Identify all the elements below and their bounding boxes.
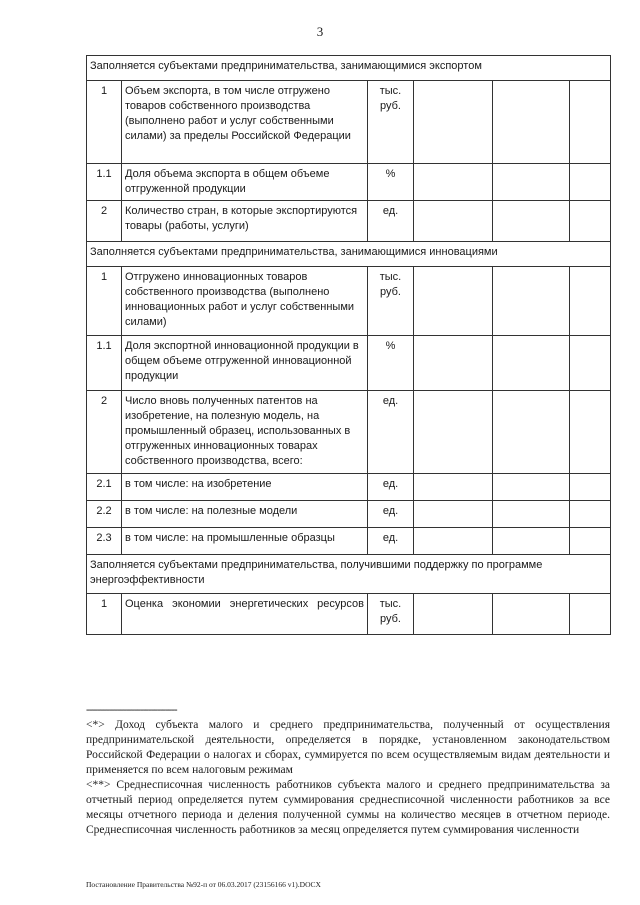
table-row	[87, 501, 611, 528]
row-unit: %	[368, 336, 414, 391]
row-number: 1	[87, 267, 122, 336]
footnote-income: <*> Доход субъекта малого и среднего предпринимательства, полученный от осуществления предпринимательской деятельности, определяется в порядке, установленном законодательством Российской Федерации о налогах и сборах, суммируется по всем осуществляемым видам деятельности и применяется по всем налоговым режимам	[86, 719, 610, 776]
value-cell[interactable]	[570, 391, 611, 474]
value-cell[interactable]	[570, 81, 611, 164]
row-unit: тыс. руб.	[368, 594, 414, 635]
row-unit: ед.	[368, 201, 414, 242]
value-cell[interactable]	[570, 501, 611, 528]
row-description: Отгружено инновационных товаров собственного производства (выполнено инновационных работ и услуг собственными силами)	[122, 267, 368, 336]
value-cell[interactable]	[493, 164, 570, 201]
table-row	[87, 81, 611, 164]
row-number: 2	[87, 201, 122, 242]
document-footer: Постановление Правительства №92-п от 06.03.2017 (23156166 v1).DOCX	[86, 880, 321, 889]
row-description: в том числе: на промышленные образцы	[122, 528, 368, 555]
value-cell[interactable]	[570, 267, 611, 336]
value-cell[interactable]	[570, 528, 611, 555]
section-header-energy	[87, 555, 611, 594]
value-cell[interactable]	[414, 594, 493, 635]
row-description: Объем экспорта, в том числе отгружено товаров собственного производства (выполнено работ и услуг собственными силами) за пределы Российской Федерации	[122, 81, 368, 164]
row-unit: ед.	[368, 474, 414, 501]
footnotes	[86, 703, 610, 838]
page-number: 3	[316, 24, 324, 39]
section-header-innovation	[87, 242, 611, 267]
value-cell[interactable]	[414, 336, 493, 391]
row-unit: ед.	[368, 528, 414, 555]
row-unit: %	[368, 164, 414, 201]
value-cell[interactable]	[414, 391, 493, 474]
row-number: 2.1	[87, 474, 122, 501]
row-number: 2.3	[87, 528, 122, 555]
value-cell[interactable]	[493, 474, 570, 501]
value-cell[interactable]	[414, 501, 493, 528]
table-row	[87, 391, 611, 474]
value-cell[interactable]	[570, 164, 611, 201]
table-row	[87, 528, 611, 555]
footnote-separator: --------------------------------	[86, 704, 177, 716]
value-cell[interactable]	[493, 336, 570, 391]
row-number: 1.1	[87, 336, 122, 391]
section-title: Заполняется субъектами предпринимательства, занимающимися инновациями	[87, 242, 611, 267]
table-row	[87, 267, 611, 336]
section-title: Заполняется субъектами предпринимательства, получившими поддержку по программе энергоэффективности	[87, 555, 611, 594]
row-number: 1	[87, 81, 122, 164]
table-row	[87, 164, 611, 201]
table-row	[87, 336, 611, 391]
value-cell[interactable]	[493, 267, 570, 336]
row-unit: ед.	[368, 501, 414, 528]
row-number: 1	[87, 594, 122, 635]
value-cell[interactable]	[493, 81, 570, 164]
value-cell[interactable]	[493, 201, 570, 242]
value-cell[interactable]	[414, 81, 493, 164]
row-unit: ед.	[368, 391, 414, 474]
value-cell[interactable]	[570, 336, 611, 391]
row-description: в том числе: на полезные модели	[122, 501, 368, 528]
row-description: Доля экспортной инновационной продукции в общем объеме отгруженной инновационной продукции	[122, 336, 368, 391]
value-cell[interactable]	[570, 474, 611, 501]
value-cell[interactable]	[414, 164, 493, 201]
section-header-export	[87, 56, 611, 81]
value-cell[interactable]	[414, 201, 493, 242]
value-cell[interactable]	[414, 474, 493, 501]
row-number: 1.1	[87, 164, 122, 201]
value-cell[interactable]	[493, 594, 570, 635]
table-row	[87, 594, 611, 635]
table-row	[87, 474, 611, 501]
row-description: Число вновь полученных патентов на изобретение, на полезную модель, на промышленный образец, использованных в отгруженных инновационных товарах собственного производства, всего:	[122, 391, 368, 474]
row-unit: тыс. руб.	[368, 267, 414, 336]
row-description: Оценка экономии энергетических ресурсов	[122, 594, 368, 635]
value-cell[interactable]	[570, 201, 611, 242]
value-cell[interactable]	[493, 528, 570, 555]
row-number: 2	[87, 391, 122, 474]
row-unit: тыс. руб.	[368, 81, 414, 164]
row-number: 2.2	[87, 501, 122, 528]
value-cell[interactable]	[493, 501, 570, 528]
row-description: Доля объема экспорта в общем объеме отгруженной продукции	[122, 164, 368, 201]
row-description: Количество стран, в которые экспортируются товары (работы, услуги)	[122, 201, 368, 242]
value-cell[interactable]	[414, 267, 493, 336]
footnote-headcount: <**> Среднесписочная численность работников субъекта малого и среднего предпринимательства за отчетный период определяется путем суммирования среднесписочной численности работников за все месяцы отчетного периода и деления полученной суммы на количество месяцев в отчетном периоде. Среднесписочная численность работников за месяц определяется путем суммирования численности	[86, 779, 610, 836]
table-row	[87, 201, 611, 242]
section-title: Заполняется субъектами предпринимательства, занимающимися экспортом	[87, 56, 611, 81]
value-cell[interactable]	[570, 594, 611, 635]
value-cell[interactable]	[414, 528, 493, 555]
row-description: в том числе: на изобретение	[122, 474, 368, 501]
value-cell[interactable]	[493, 391, 570, 474]
indicators-table	[86, 55, 611, 635]
